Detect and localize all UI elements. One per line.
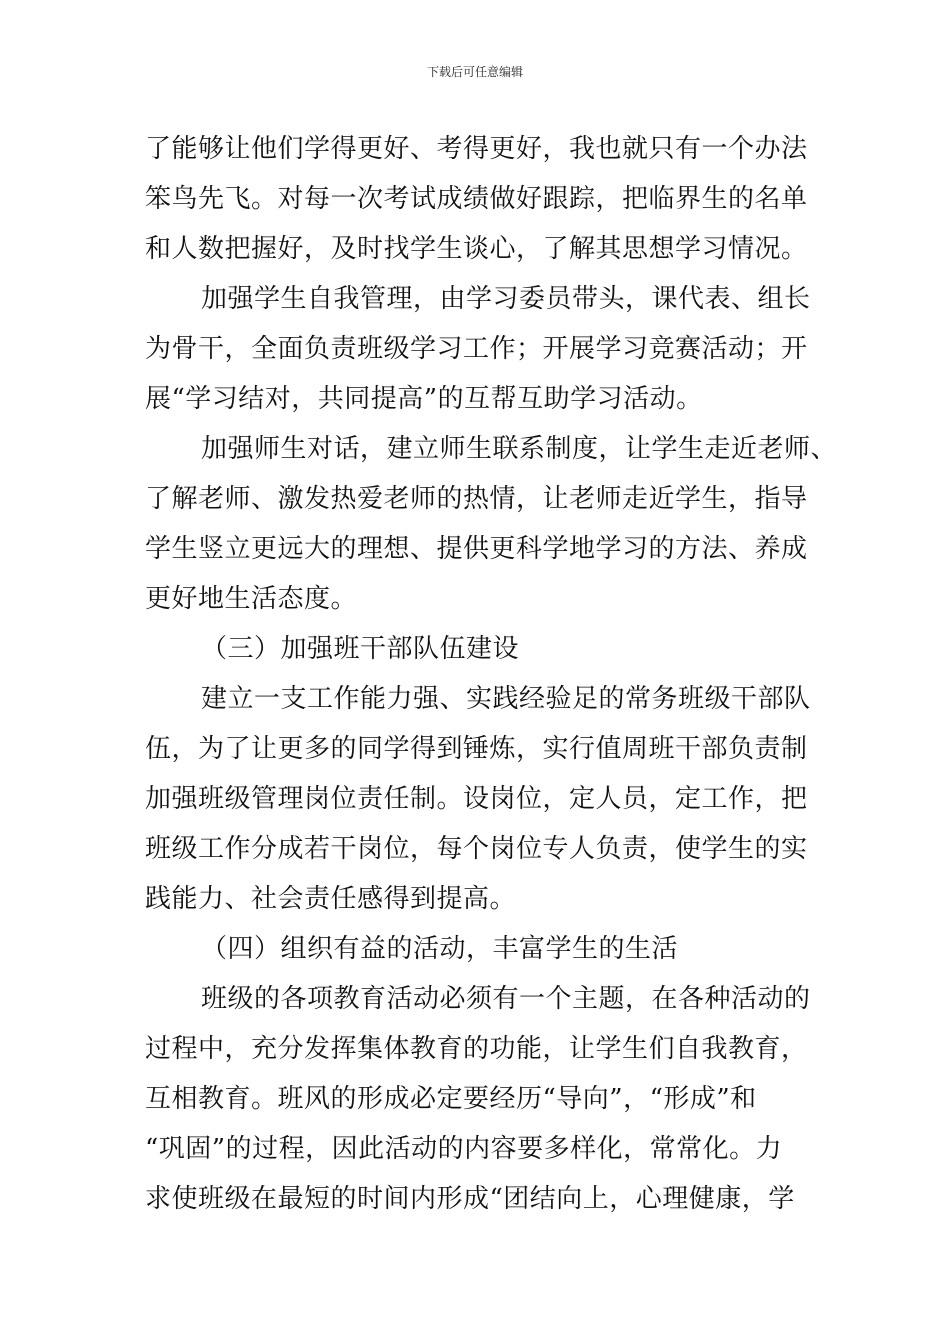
text-line: “巩固”的过程，因此活动的内容要多样化，常常化。力 bbox=[145, 1134, 783, 1164]
text-line: 为骨干，全面负责班级学习工作；开展学习竞赛活动；开 bbox=[145, 334, 808, 364]
text-line: 了解老师、激发热爱老师的热情，让老师走近学生，指导 bbox=[145, 484, 808, 514]
text-line: 加强班级管理岗位责任制。设岗位，定人员，定工作，把 bbox=[145, 784, 808, 814]
text-line: 班级的各项教育活动必须有一个主题，在各种活动的 bbox=[201, 984, 811, 1014]
text-line: 笨鸟先飞。对每一次考试成绩做好跟踪，把临界生的名单 bbox=[145, 184, 808, 214]
text-line: 伍，为了让更多的同学得到锤炼，实行值周班干部负责制 bbox=[145, 734, 808, 764]
text-line: 和人数把握好，及时找学生谈心，了解其思想学习情况。 bbox=[145, 234, 808, 264]
text-line: （四）组织有益的活动，丰富学生的生活 bbox=[201, 934, 679, 964]
text-line: 加强学生自我管理，由学习委员带头，课代表、组长 bbox=[201, 284, 811, 314]
text-line: 更好地生活态度。 bbox=[145, 584, 358, 614]
text-line: 践能力、社会责任感得到提高。 bbox=[145, 884, 517, 914]
text-line: （三）加强班干部队伍建设 bbox=[201, 634, 520, 664]
text-line: 过程中，充分发挥集体教育的功能，让学生们自我教育， bbox=[145, 1034, 808, 1064]
text-line: 了能够让他们学得更好、考得更好，我也就只有一个办法 bbox=[145, 134, 808, 164]
text-line: 建立一支工作能力强、实践经验足的常务班级干部队 bbox=[201, 684, 811, 714]
text-line: 班级工作分成若干岗位，每个岗位专人负责，使学生的实 bbox=[145, 834, 808, 864]
page-header: 下载后可任意编辑 bbox=[426, 65, 523, 79]
text-line: 展“学习结对，共同提高”的互帮互助学习活动。 bbox=[145, 384, 703, 414]
text-line: 互相教育。班风的形成必定要经历“导向”，“形成”和 bbox=[145, 1084, 757, 1114]
text-line: 求使班级在最短的时间内形成“团结向上，心理健康，学 bbox=[145, 1184, 795, 1214]
text-line: 加强师生对话，建立师生联系制度，让学生走近老师、 bbox=[201, 434, 838, 464]
text-line: 学生竖立更远大的理想、提供更科学地学习的方法、养成 bbox=[145, 534, 808, 564]
document-body bbox=[145, 124, 838, 1224]
